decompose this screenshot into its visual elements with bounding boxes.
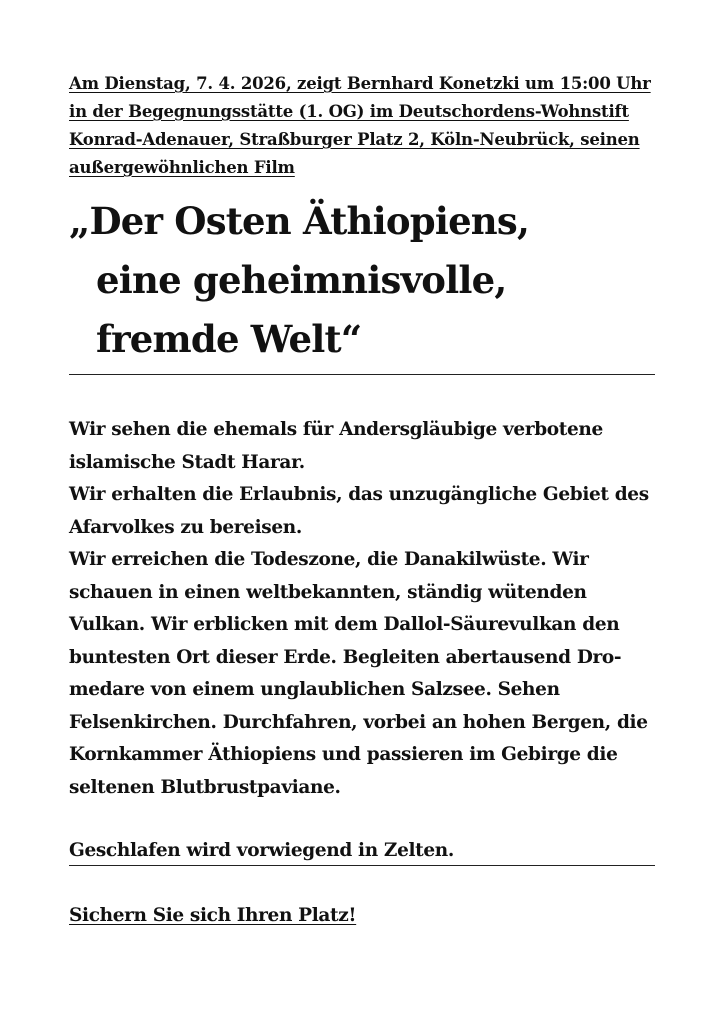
description-line: seltenen Blutbrustpaviane. (69, 776, 341, 798)
description-line: buntesten Ort dieser Erde. Begleiten abertausend Dro- (69, 646, 622, 668)
description-line: Kornkammer Äthiopiens und passieren im Gebirge die (69, 744, 618, 765)
description-line: medare von einem unglaublichen Salzsee. Sehen (69, 679, 560, 700)
description-line: Felsenkirchen. Durchfahren, vorbei an hohen Bergen, die (69, 711, 648, 733)
accommodation-note: Geschlafen wird vorwiegend in Zelten. (69, 840, 454, 861)
call-to-action: Sichern Sie sich Ihren Platz! (69, 905, 357, 926)
divider-bottom (69, 865, 655, 866)
description-line: Wir sehen die ehemals für Andersgläubige verbotene (69, 419, 603, 440)
description-line: Wir erreichen die Todeszone, die Danakilwüste. Wir (69, 549, 589, 570)
event-announcement (69, 70, 659, 182)
film-title (69, 192, 669, 369)
description-line: islamische Stadt Harar. (69, 451, 305, 473)
film-title-line: fremde Welt“ (96, 317, 362, 361)
event-announcement-line: in der Begegnungsstätte (1. OG) im Deutschordens-Wohnstift (69, 102, 629, 121)
description-line: Wir erhalten die Erlaubnis, das unzugängliche Gebiet des (69, 484, 649, 505)
film-description (69, 414, 669, 804)
description-line: Vulkan. Wir erblicken mit dem Dallol-Säurevulkan den (69, 614, 620, 635)
film-title-line: eine geheimnisvolle, (96, 258, 507, 302)
description-line: Afarvolkes zu bereisen. (69, 516, 302, 538)
event-announcement-line: Konrad-Adenauer, Straßburger Platz 2, Köln-Neubrück, seinen (69, 130, 640, 149)
film-title-line: „Der Osten Äthiopiens, (69, 199, 530, 243)
event-announcement-line: außergewöhnlichen Film (69, 158, 295, 177)
event-announcement-line: Am Dienstag, 7. 4. 2026, zeigt Bernhard Konetzki um 15:00 Uhr (69, 74, 651, 93)
description-line: schauen in einen weltbekannten, ständig wütenden (69, 581, 587, 603)
divider-top (69, 374, 655, 375)
